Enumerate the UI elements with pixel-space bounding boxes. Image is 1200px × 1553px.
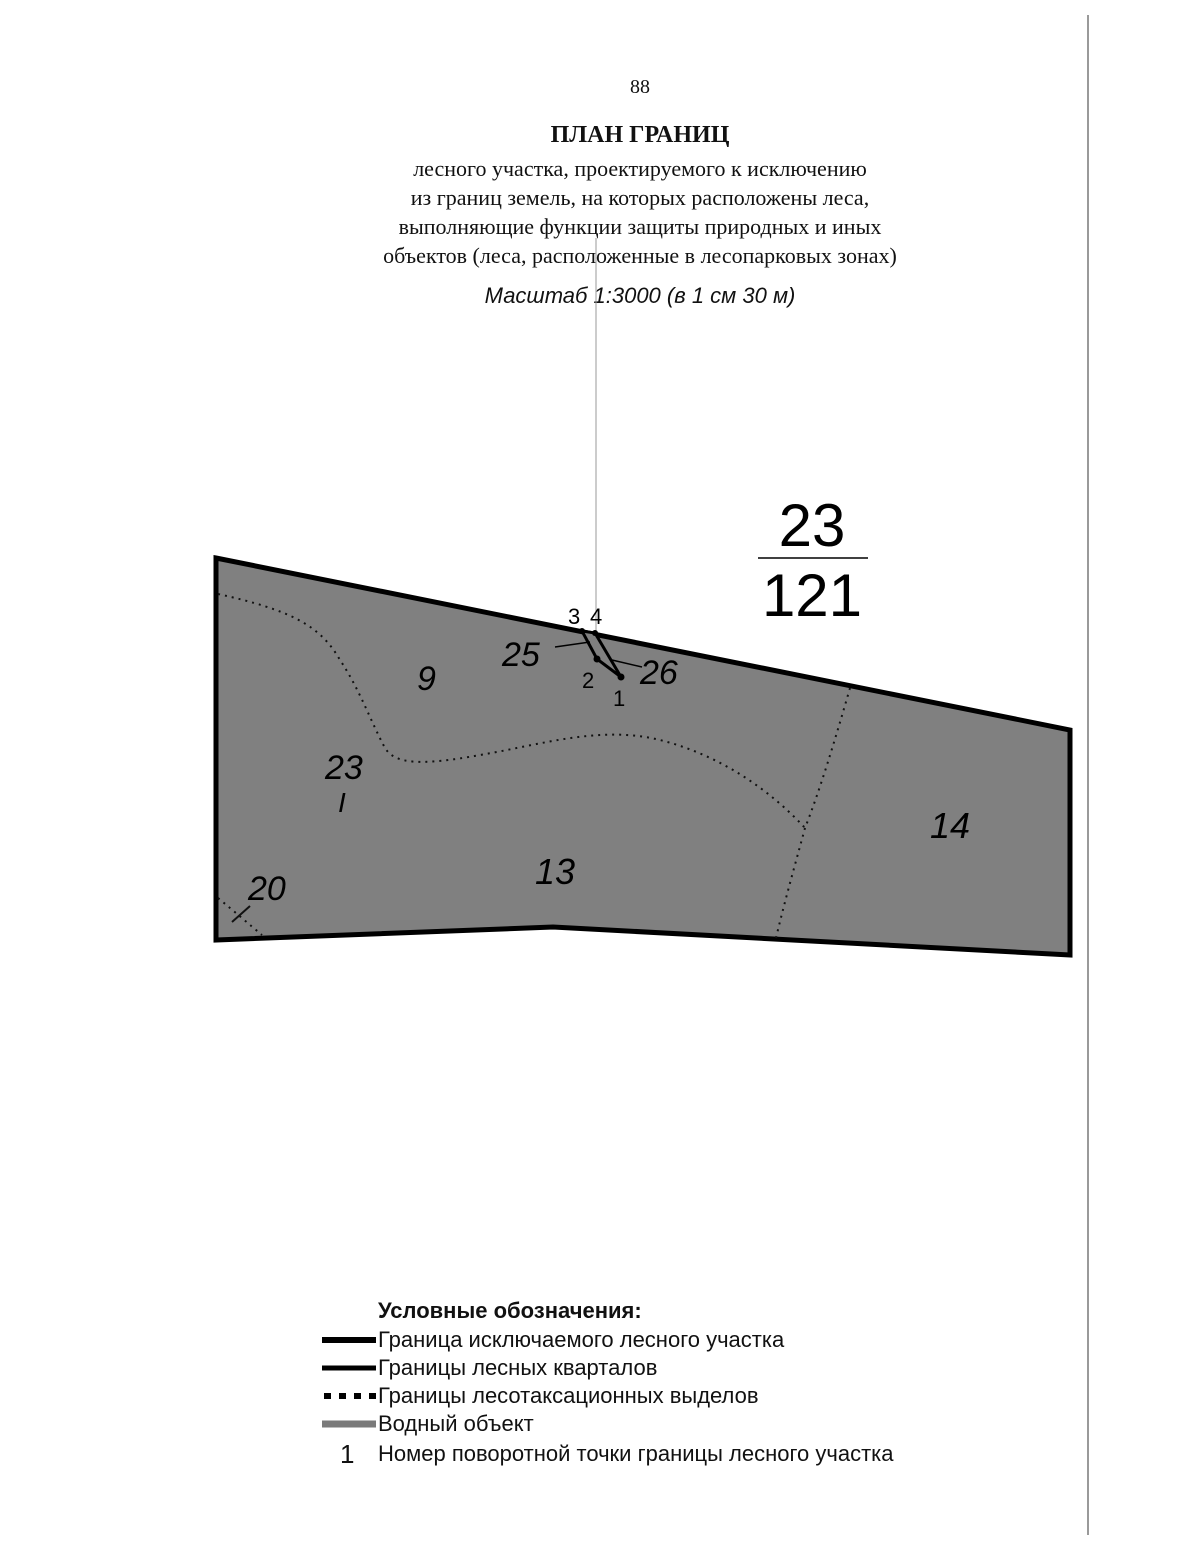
legend-label: Граница исключаемого лесного участка xyxy=(378,1327,785,1352)
quarter-area: 121 xyxy=(761,562,863,629)
scale-label: Масштаб 1:3000 (в 1 см 30 м) xyxy=(484,283,796,308)
legend-label: Номер поворотной точки границы лесного участка xyxy=(378,1441,894,1466)
turning-point-label-3: 3 xyxy=(568,604,581,629)
grey-solid-line-icon xyxy=(320,1410,376,1438)
subcompartment-label: 25 xyxy=(502,636,540,674)
subcompartment-label: 23 xyxy=(325,749,363,787)
thick-solid-line-icon xyxy=(320,1326,376,1354)
subtitle-line: выполняющие функции защиты природных и иных xyxy=(398,214,882,239)
subtitle-line: из границ земель, на которых расположены леса, xyxy=(410,185,870,210)
turning-point-1 xyxy=(618,674,625,681)
legend-number-symbol: 1 xyxy=(340,1439,355,1469)
subtitle-line: объектов (леса, расположенные в лесопарковых зонах) xyxy=(383,243,897,268)
turning-point-label-4: 4 xyxy=(590,604,603,629)
dotted-line-icon xyxy=(320,1382,376,1410)
page-number: 88 xyxy=(630,76,650,98)
turning-point-label-2: 2 xyxy=(582,668,595,693)
subtitle-line: лесного участка, проектируемого к исключению xyxy=(413,156,867,181)
quarter-number: 23 xyxy=(778,492,846,559)
subcompartment-label: 14 xyxy=(930,805,971,846)
subcompartment-mark: I xyxy=(338,787,346,818)
subcompartment-label: 9 xyxy=(417,660,436,698)
turning-point-label-1: 1 xyxy=(613,686,626,711)
legend-label: Границы лесотаксационных выделов xyxy=(378,1383,759,1408)
plan-title: ПЛАН ГРАНИЦ xyxy=(550,122,730,148)
turning-point-2 xyxy=(594,656,601,663)
thick-solid-line-icon xyxy=(320,1354,376,1382)
turning-point-4 xyxy=(592,630,598,636)
legend-label: Границы лесных кварталов xyxy=(378,1355,658,1380)
legend-title: Условные обозначения: xyxy=(378,1298,642,1323)
subcompartment-label: 26 xyxy=(640,654,678,692)
legend-label: Водный объект xyxy=(378,1411,534,1436)
subcompartment-label: 13 xyxy=(535,851,576,892)
subcompartment-label: 20 xyxy=(248,870,286,908)
